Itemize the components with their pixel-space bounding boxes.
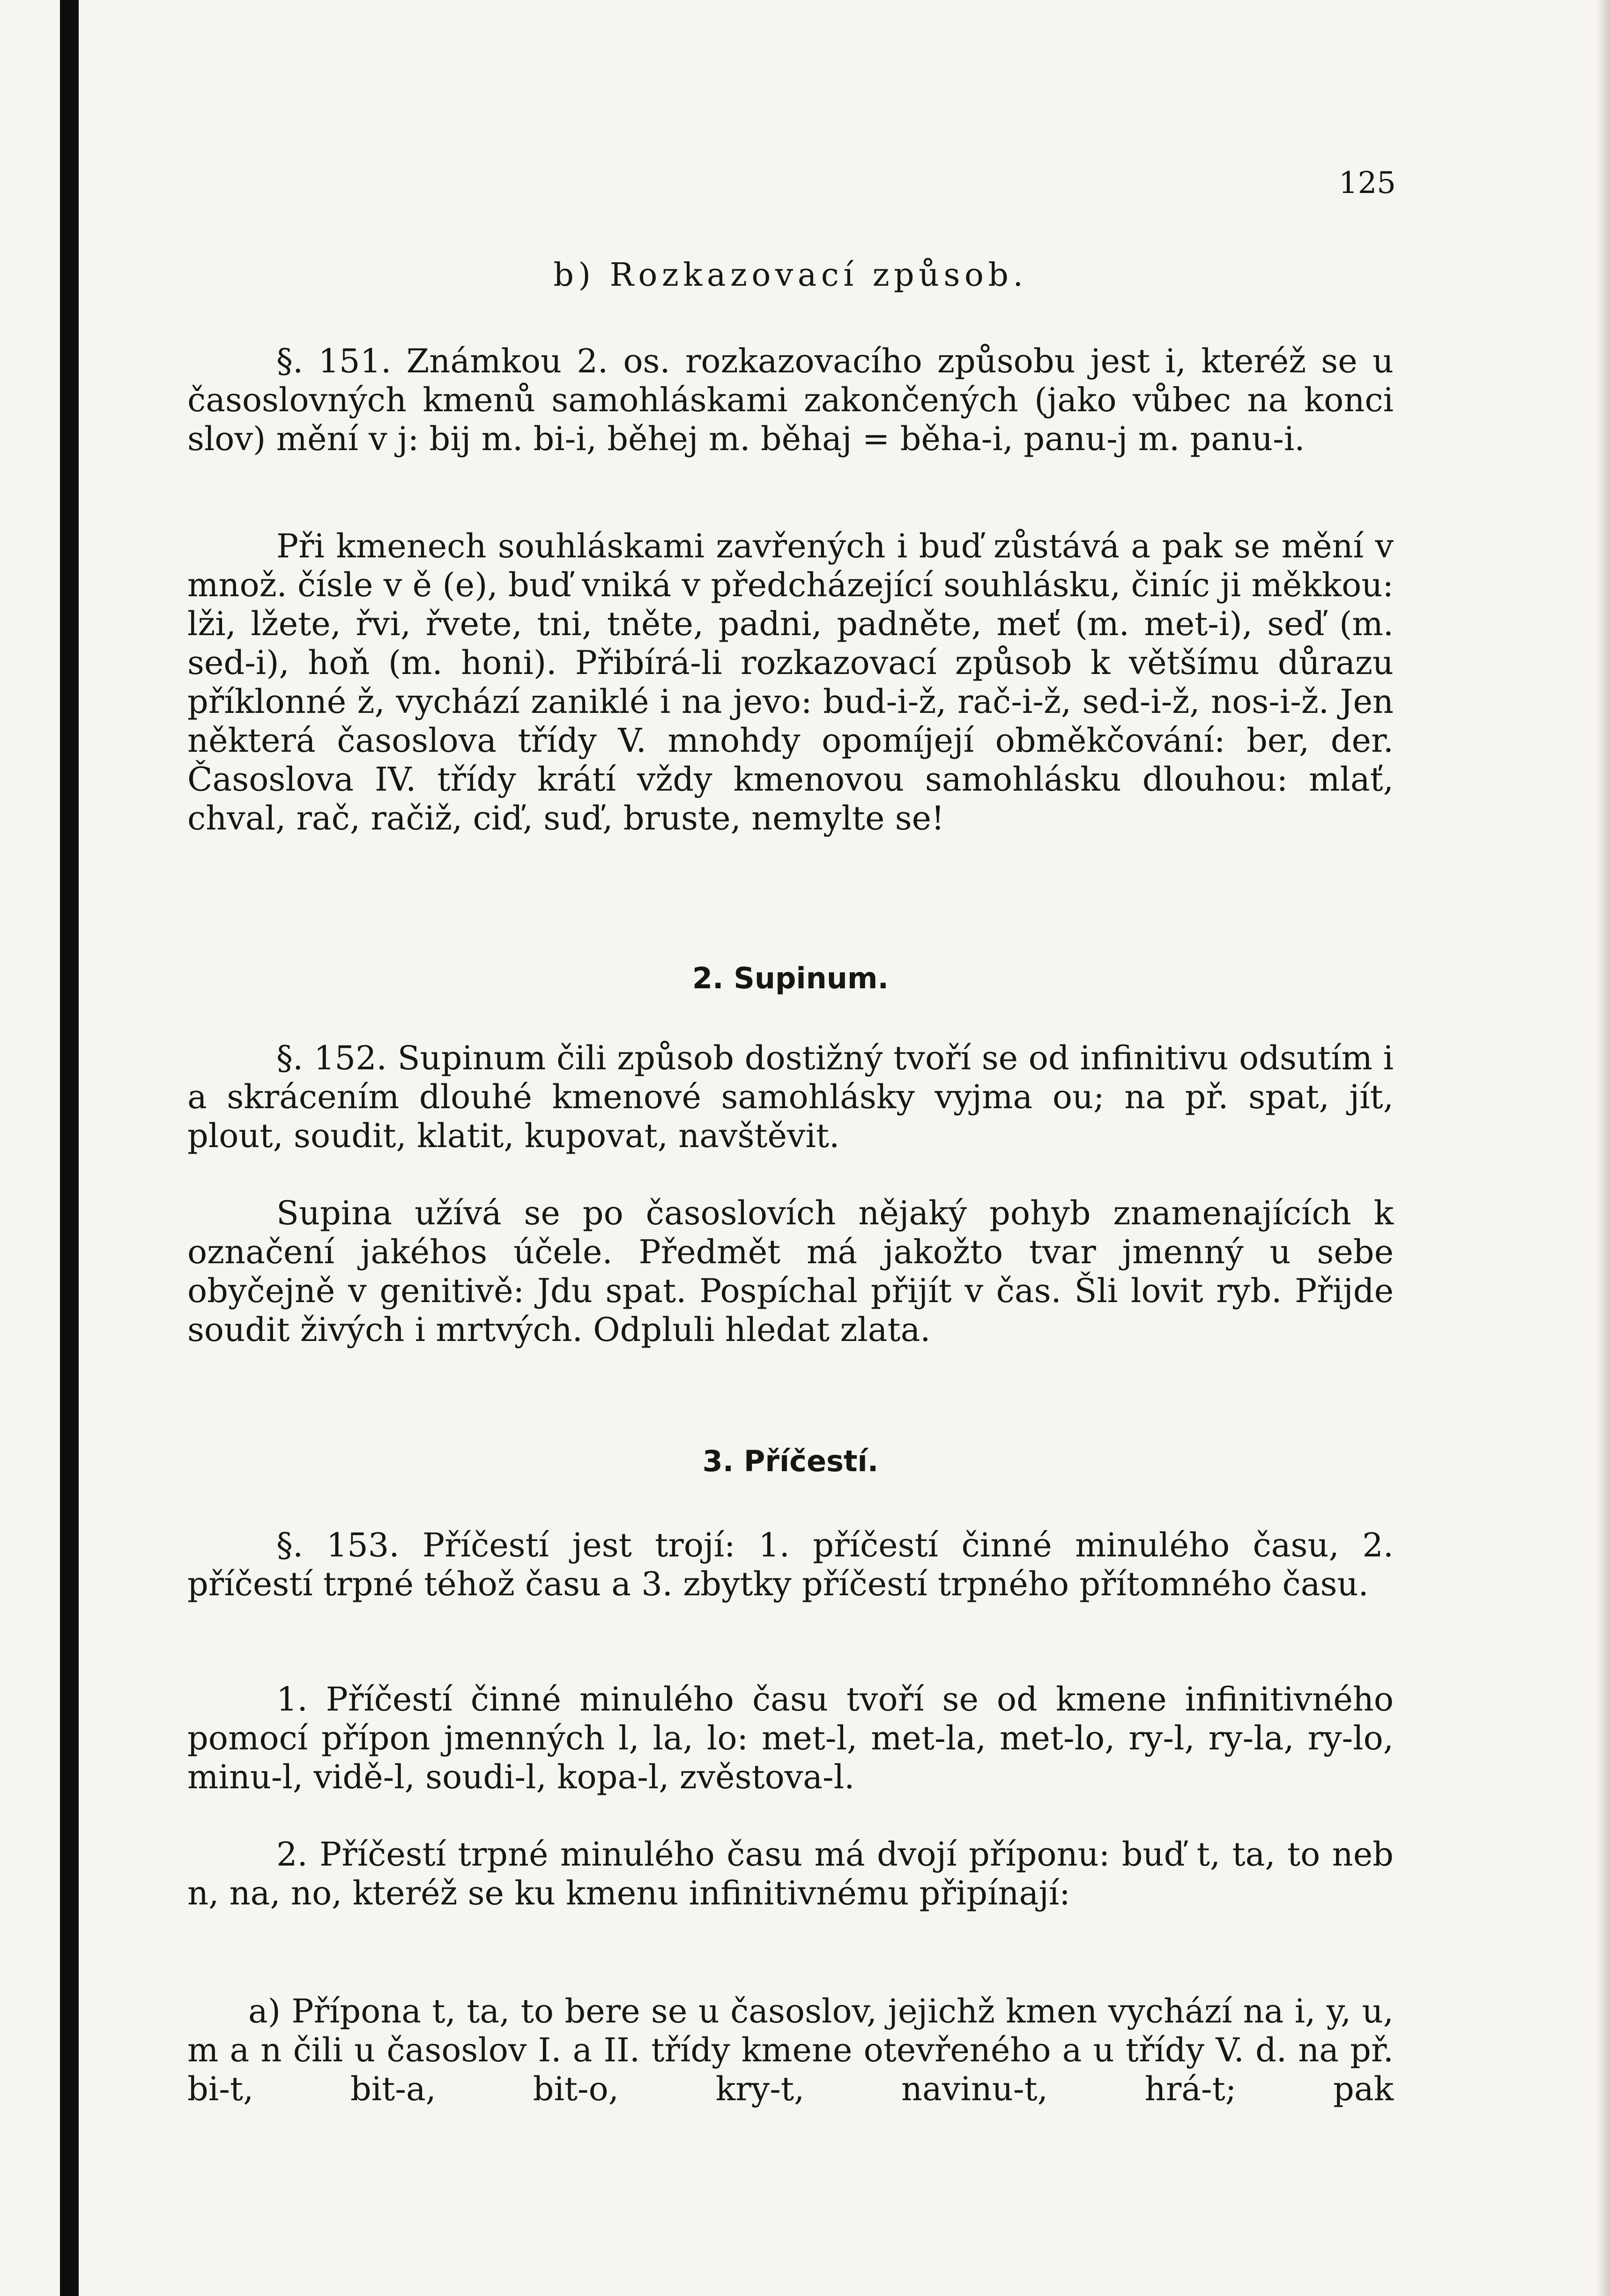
paragraph-pricesti-cinne	[187, 1680, 1394, 1797]
paragraph-pricesti-trpne-text: 2. Příčestí trpné minulého času má dvojí příponu: buď t, ta, to neb n, na, no, kteréž se ku kmenu infinitivnému připínají:	[187, 1835, 1394, 1912]
paragraph-pricesti-cinne-text: 1. Příčestí činné minulého času tvoří se od kmene infinitivného pomocí přípon jmenných l, la, lo: met-l, met-la, met-lo, ry-l, ry-la, ry-lo, minu-l, vidě-l, soudi-l, kopa-l, zvěstova-l.	[187, 1680, 1394, 1796]
paragraph-kmeny	[187, 527, 1394, 838]
paragraph-pripona-a	[187, 1992, 1394, 2109]
paragraph-151	[187, 342, 1394, 459]
paragraph-kmeny-text: Při kmenech souhláskami zavřených i buď zůstává a pak se mění v množ. čísle v ě (e), buď vniká v předcházející souhlásku, činíc ji měkkou: lži, lžete, řvi, řvete, tni, tněte, padni, padněte, meť (m. met-i), seď (m. sed-i), hoň (m. honi). Přibírá-li rozkazovací způsob k většímu důrazu příklonné ž, vychází zaniklé i na jevo: bud-i-ž, rač-i-ž, sed-i-ž, nos-i-ž. Jen některá časoslova třídy V. mnohdy opomíjejí obměkčování: ber, der. Časoslova IV. třídy krátí vždy kmenovou samohlásku dlouhou: mlať, chval, rač, račiž, ciď, suď, bruste, nemylte se!	[187, 527, 1394, 837]
section-heading-rozkazovaci: b) Rozkazovací způsob.	[553, 257, 1028, 294]
section-heading-pricesti: 3. Příčestí.	[702, 1444, 879, 1478]
paragraph-152-text: §. 152. Supinum čili způsob dostižný tvoří se od infinitivu odsutím i a skrácením dlouhé kmenové samohlásky vyjma ou; na př. spat, jít, plout, soudit, klatit, kupovat, navštěvit.	[187, 1039, 1394, 1155]
page-number: 125	[1338, 166, 1396, 200]
paragraph-153	[187, 1526, 1394, 1604]
section-heading-supinum: 2. Supinum.	[692, 961, 889, 995]
paragraph-152	[187, 1039, 1394, 1155]
paragraph-153-text: §. 153. Příčestí jest trojí: 1. příčestí činné minulého času, 2. příčestí trpné téhož času a 3. zbytky příčestí trpného přítomného času.	[187, 1526, 1394, 1603]
paragraph-supina	[187, 1194, 1394, 1349]
paragraph-pricesti-trpne	[187, 1835, 1394, 1913]
paragraph-151-text: §. 151. Známkou 2. os. rozkazovacího způsobu jest i, kteréž se u časoslovných kmenů samohláskami zakončených (jako vůbec na konci slov) mění v j: bij m. bi-i, běhej m. běhaj = běha-i, panu-j m. panu-i.	[187, 342, 1394, 458]
paragraph-supina-text: Supina užívá se po časoslovích nějaký pohyb znamenajících k označení jakéhos účele. Předmět má jakožto tvar jmenný u sebe obyčejně v genitivě: Jdu spat. Pospíchal přijít v čas. Šli lovit ryb. Přijde soudit živých i mrtvých. Odpluli hledat zlata.	[187, 1194, 1394, 1349]
page-edge-shadow	[1596, 0, 1610, 2296]
page-binding-shadow	[60, 0, 79, 2296]
paragraph-pripona-a-text: a) Přípona t, ta, to bere se u časoslov, jejichž kmen vychází na i, y, u, m a n čili u časoslov I. a II. třídy kmene otevřeného a u třídy V. d. na př. bi-t, bit-a, bit-o, kry-t, navinu-t, hrá-t; pak	[187, 1992, 1394, 2108]
